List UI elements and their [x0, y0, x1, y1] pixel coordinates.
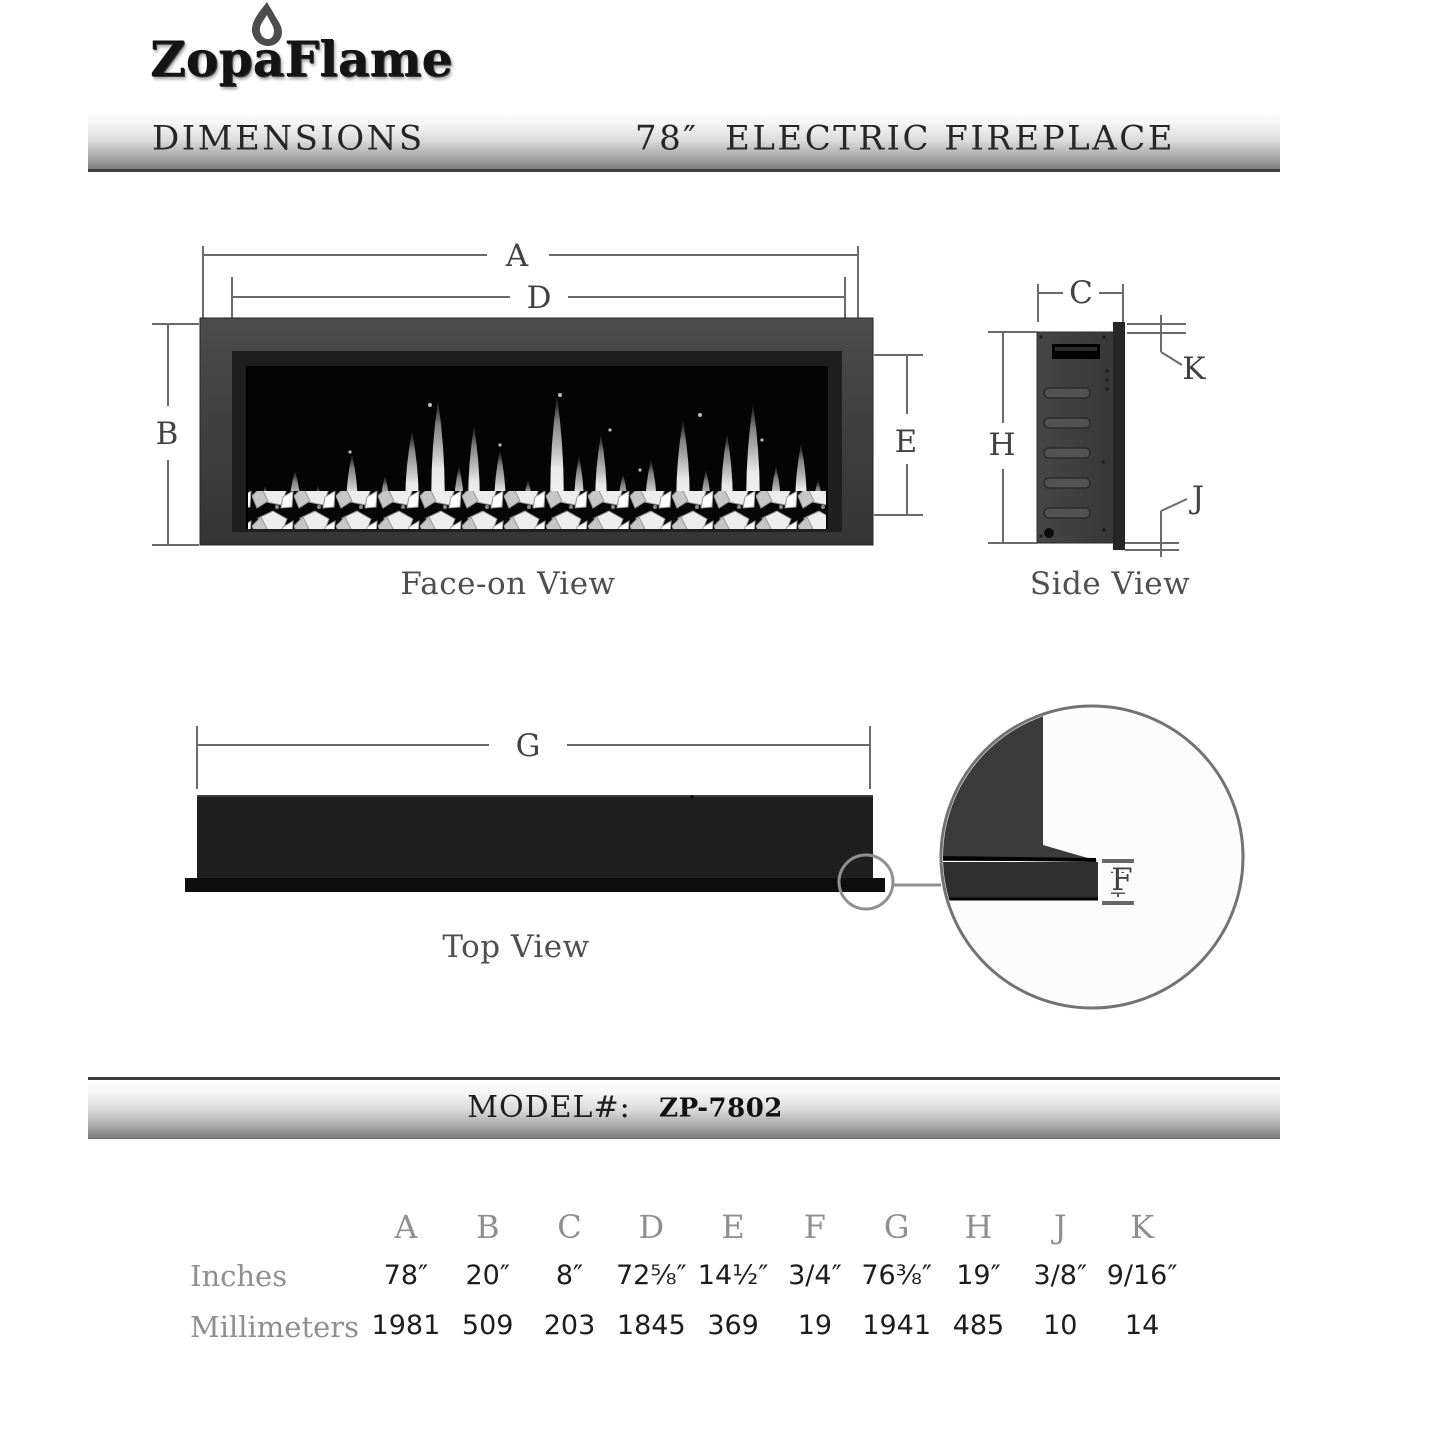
table-row-inches: [365, 1260, 1183, 1291]
table-column-header: F: [803, 1208, 826, 1246]
dim-a-label: A: [505, 238, 529, 274]
dim-e: [874, 355, 923, 515]
table-column-header: J: [1053, 1208, 1067, 1246]
dim-d-label: D: [526, 280, 552, 316]
dim-j-label: J: [1191, 480, 1205, 516]
row-label-inches: Inches: [190, 1259, 288, 1293]
dim-c: [1038, 275, 1123, 322]
table-column-header: D: [638, 1208, 665, 1246]
header-title-product: 78″ ELECTRIC FIREPLACE: [634, 118, 1176, 159]
inches-value: 20″: [465, 1260, 510, 1291]
dim-b: [152, 324, 199, 545]
table-column-headers: [365, 1208, 1183, 1246]
row-label-millimeters: Millimeters: [190, 1310, 360, 1344]
inches-value: 19″: [956, 1260, 1001, 1291]
table-row-millimeters: [365, 1310, 1183, 1341]
inches-value: 14½″: [697, 1260, 769, 1291]
top-caption: Top View: [442, 929, 590, 965]
detail-circle: [930, 650, 1243, 1008]
fireplace-face-drawing: [200, 318, 873, 545]
dim-e-label: E: [894, 424, 918, 460]
inches-value: 9/16″: [1106, 1260, 1178, 1291]
table-column-header: E: [721, 1208, 745, 1246]
model-number-value: ZP-7802: [659, 1093, 783, 1124]
table-column-header: A: [394, 1208, 418, 1246]
side-view: [988, 275, 1206, 602]
model-number-label: MODEL#:: [467, 1090, 631, 1126]
millimeters-value: 1845: [616, 1310, 686, 1341]
dim-c-label: C: [1069, 275, 1093, 311]
dim-h-label: H: [988, 427, 1016, 463]
millimeters-value: 10: [1043, 1310, 1078, 1341]
brand-name: ZopaFlame: [150, 30, 453, 88]
millimeters-value: 1981: [371, 1310, 441, 1341]
side-caption: Side View: [1029, 566, 1191, 602]
dim-h: [988, 332, 1037, 543]
top-view: [185, 650, 1243, 1008]
inches-value: 78″: [383, 1260, 429, 1291]
millimeters-value: 19: [797, 1310, 833, 1341]
millimeters-value: 1941: [862, 1310, 932, 1341]
table-column-header: G: [883, 1208, 910, 1246]
crystal-bed: [248, 491, 826, 529]
millimeters-value: 485: [952, 1310, 1005, 1341]
millimeters-value: 203: [543, 1310, 596, 1341]
dim-k-label: K: [1182, 351, 1206, 387]
millimeters-value: 509: [461, 1310, 514, 1341]
dim-k: [1127, 315, 1206, 387]
face-on-caption: Face-on View: [400, 566, 616, 602]
table-column-header: H: [964, 1208, 993, 1246]
table-column-header: K: [1130, 1208, 1155, 1246]
table-column-header: B: [475, 1208, 500, 1246]
side-drawing: [1037, 322, 1125, 550]
dim-g: [197, 726, 870, 789]
dim-b-label: B: [155, 416, 179, 452]
inches-value: 8″: [555, 1260, 584, 1291]
inches-value: 3/4″: [788, 1260, 842, 1291]
inches-value: 76⅜″: [861, 1260, 932, 1291]
dim-g-label: G: [515, 728, 541, 764]
model-bar: [88, 1077, 1280, 1139]
inches-value: 3/8″: [1033, 1260, 1088, 1291]
header-title-dimensions: DIMENSIONS: [152, 118, 425, 159]
table-column-header: C: [557, 1208, 582, 1246]
dim-f-label: F: [1111, 862, 1133, 898]
dim-j: [1125, 480, 1204, 557]
millimeters-value: 369: [707, 1310, 759, 1341]
top-drawing: [185, 795, 885, 892]
face-on-view: [152, 238, 923, 602]
inches-value: 72⅝″: [615, 1260, 687, 1291]
millimeters-value: 14: [1124, 1310, 1160, 1341]
